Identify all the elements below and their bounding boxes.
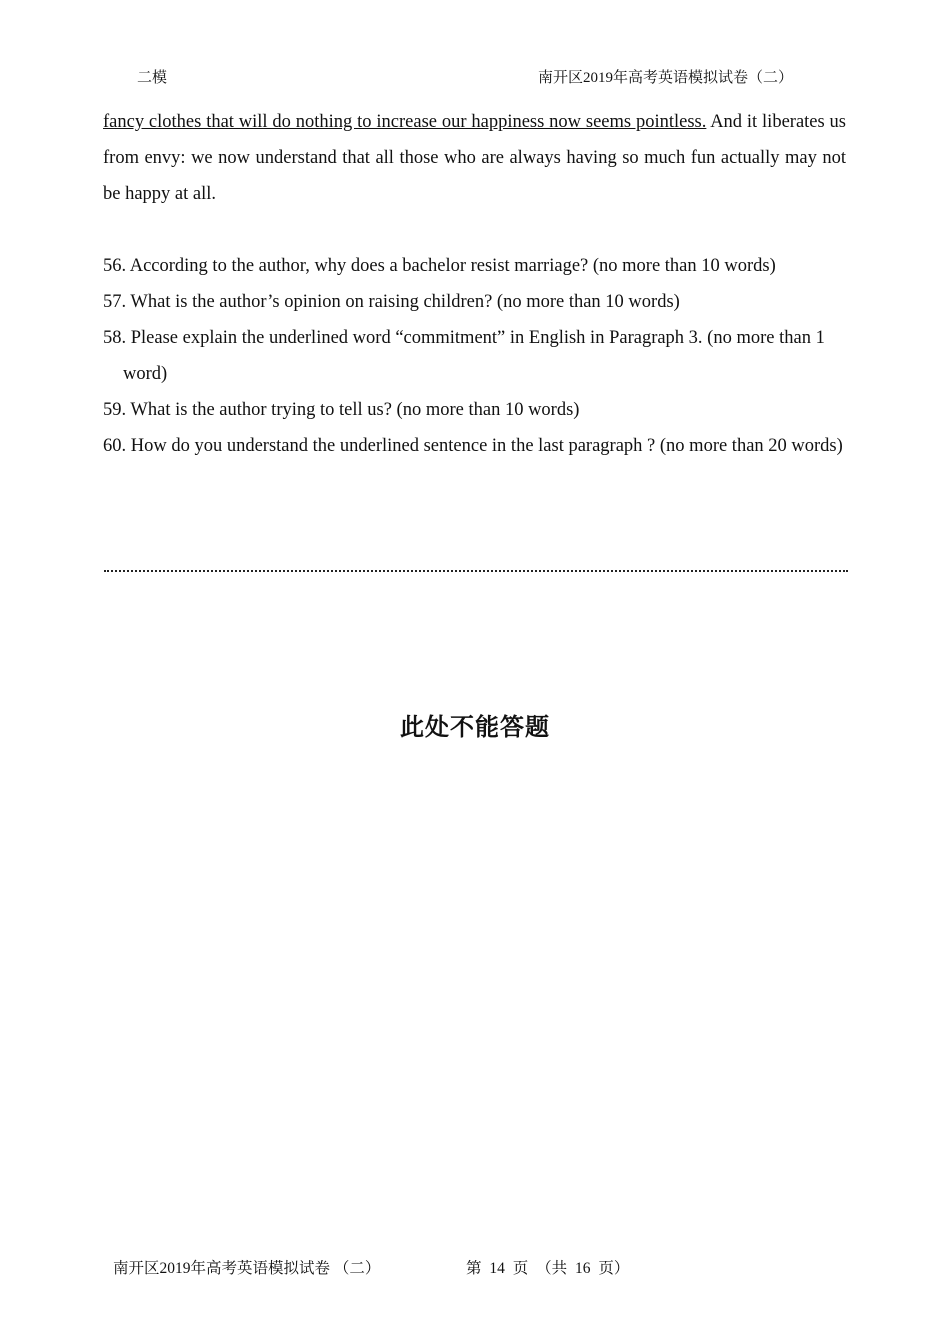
question-57: 57. What is the author’s opinion on raising children? (no more than 10 words) (103, 292, 680, 312)
passage-paragraph (103, 104, 846, 212)
question-58: 58. Please explain the underlined word “commitment” in English in Paragraph 3. (no more than 1 word) (103, 328, 825, 384)
footer-page-number: 第 14 页 （共 16 页） (466, 1260, 630, 1277)
question-60: 60. How do you understand the underlined sentence in the last paragraph ? (no more than 20 words) (103, 436, 843, 456)
question-59: 59. What is the author trying to tell us? (no more than 10 words) (103, 400, 580, 420)
footer-exam-title: 南开区2019年高考英语模拟试卷 （二） (113, 1260, 381, 1277)
question-list (103, 248, 863, 464)
underlined-sentence: fancy clothes that will do nothing to increase our happiness now seems pointless. (103, 112, 707, 132)
passage-text: And it liberates us from envy: we now understand that all those who are always having so much fun actually may not be happy at all. (103, 112, 847, 204)
header-exam-title: 南开区2019年高考英语模拟试卷（二） (538, 70, 794, 86)
header-left-label: 二模 (137, 70, 168, 86)
dotted-separator (104, 570, 848, 572)
question-56: 56. According to the author, why does a bachelor resist marriage? (no more than 10 words) (103, 256, 776, 276)
no-answer-notice: 此处不能答题 (400, 713, 550, 741)
